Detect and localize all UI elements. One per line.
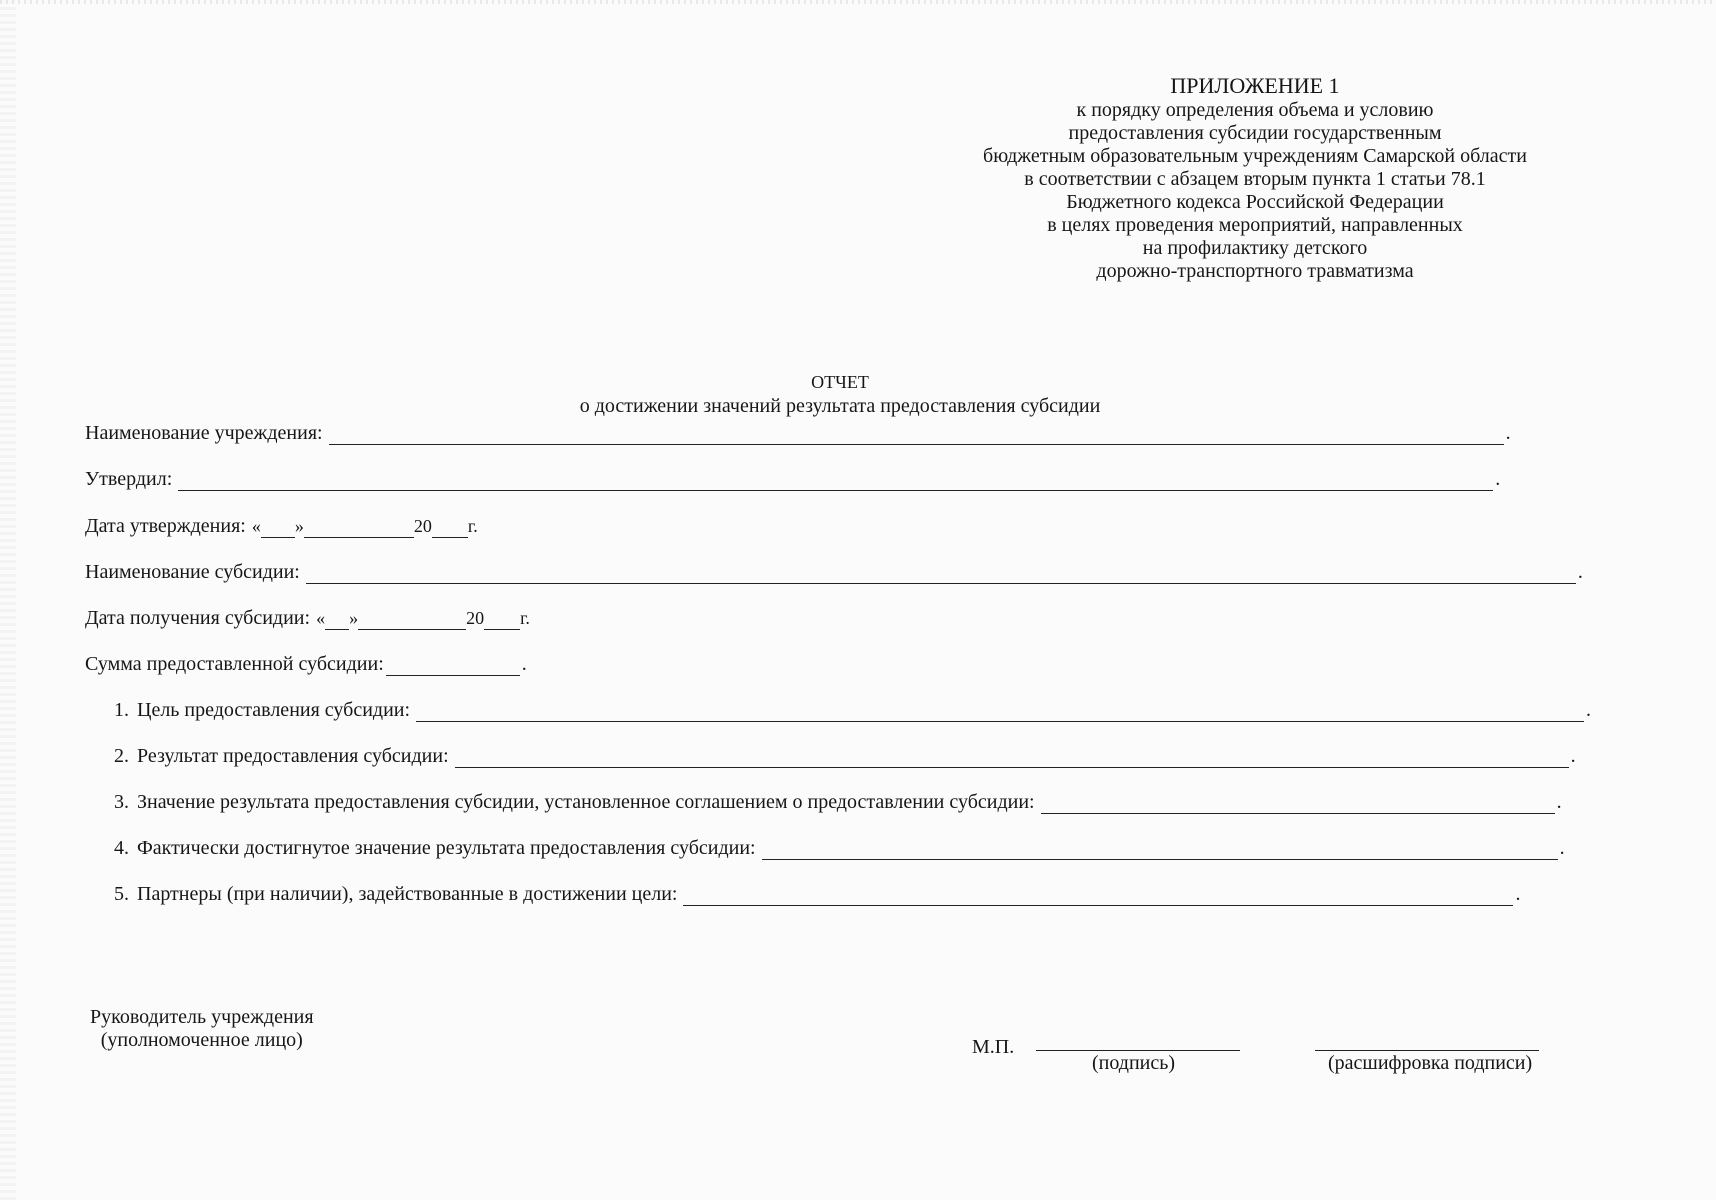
item-number: 3. [114,791,129,813]
list-item [105,698,1591,722]
subsidy-name-field[interactable] [306,563,1576,584]
appendix-line: бюджетным образовательным учреждениям Самарской области [983,145,1527,167]
year-suffix: г. [520,608,530,628]
approved-by-field[interactable] [178,470,1493,491]
item-label: Цель предоставления субсидии: [137,699,411,721]
quote-open: « [251,516,261,536]
receipt-date-row [85,606,530,630]
receipt-year-field[interactable] [484,611,520,630]
stamp-place-label: М.П. [972,1036,1015,1058]
signature-field[interactable] [1036,1050,1240,1051]
period: . [1559,837,1565,859]
year-prefix: 20 [413,516,432,536]
scan-top-artifact [0,0,1716,4]
item-field[interactable] [762,839,1558,860]
institution-name-row [85,421,1511,445]
receipt-date-label: Дата получения субсидии: [85,607,311,629]
signature-caption: (подпись) [1092,1052,1176,1074]
appendix-line: к порядку определения объема и условию [1076,99,1434,121]
appendix-title: ПРИЛОЖЕНИЕ 1 [1170,73,1340,98]
list-item [105,790,1562,814]
quote-open: « [316,608,326,628]
subsidy-amount-row [85,652,527,676]
item-field[interactable] [416,701,1584,722]
period: . [1577,561,1583,583]
approval-year-field[interactable] [432,519,468,538]
approval-day-field[interactable] [261,519,295,538]
signer-subtitle: (уполномоченное лицо) [100,1029,303,1051]
item-label: Результат предоставления субсидии: [137,745,449,767]
appendix-line: предоставления субсидии государственным [1068,122,1442,144]
appendix-line: в соответствии с абзацем вторым пункта 1 статьи 78.1 [1024,168,1486,190]
year-suffix: г. [467,516,478,536]
appendix-line: на профилактику детского [1142,237,1368,259]
appendix-line: дорожно-транспортного травматизма [1096,260,1414,282]
approval-month-field[interactable] [304,519,414,538]
item-field[interactable] [683,885,1513,906]
period: . [1505,422,1511,444]
item-number: 2. [114,745,129,767]
institution-name-label: Наименование учреждения: [85,422,323,444]
period: . [1570,745,1576,767]
period: . [1515,883,1521,905]
subsidy-name-row [85,560,1583,584]
item-number: 1. [114,699,129,721]
appendix-line: в целях проведения мероприятий, направленных [1047,214,1463,236]
item-number: 5. [114,883,129,905]
approved-by-label: Утвердил: [85,468,173,490]
report-subtitle: о достижении значений результата предоставления субсидии [579,395,1101,417]
signer-block [90,1006,314,1052]
quote-close: » [349,608,359,628]
receipt-day-field[interactable] [325,611,349,630]
signature-decoding-field[interactable] [1315,1050,1539,1051]
quote-close: » [294,516,304,536]
approval-date-row [85,514,478,538]
item-label: Значение результата предоставления субсидии, установленное соглашением о предоставлении субсидии: [137,791,1035,813]
item-number: 4. [114,837,129,859]
item-field[interactable] [455,747,1569,768]
report-heading [380,370,1300,418]
period: . [1495,468,1501,490]
period: . [1556,791,1562,813]
period: . [521,653,527,675]
scan-edge-artifact [0,0,16,1200]
list-item [105,836,1565,860]
period: . [1586,699,1592,721]
receipt-month-field[interactable] [358,611,466,630]
signature-decoding-caption: (расшифровка подписи) [1328,1052,1533,1074]
appendix-line: Бюджетного кодекса Российской Федерации [1066,191,1444,213]
item-field[interactable] [1041,793,1555,814]
item-label: Фактически достигнутое значение результата предоставления субсидии: [137,837,756,859]
report-title: ОТЧЕТ [811,372,869,392]
appendix-header [930,72,1580,283]
list-item [105,744,1576,768]
year-prefix: 20 [466,608,485,628]
subsidy-name-label: Наименование субсидии: [85,561,300,583]
approved-by-row [85,467,1500,491]
institution-name-field[interactable] [329,424,1504,445]
approval-date-label: Дата утверждения: [85,515,246,537]
signer-title: Руководитель учреждения [90,1006,314,1028]
subsidy-amount-label: Сумма предоставленной субсидии: [85,653,384,675]
list-item [105,882,1520,906]
item-label: Партнеры (при наличии), задействованные в достижении цели: [137,883,678,905]
subsidy-amount-field[interactable] [386,657,520,676]
